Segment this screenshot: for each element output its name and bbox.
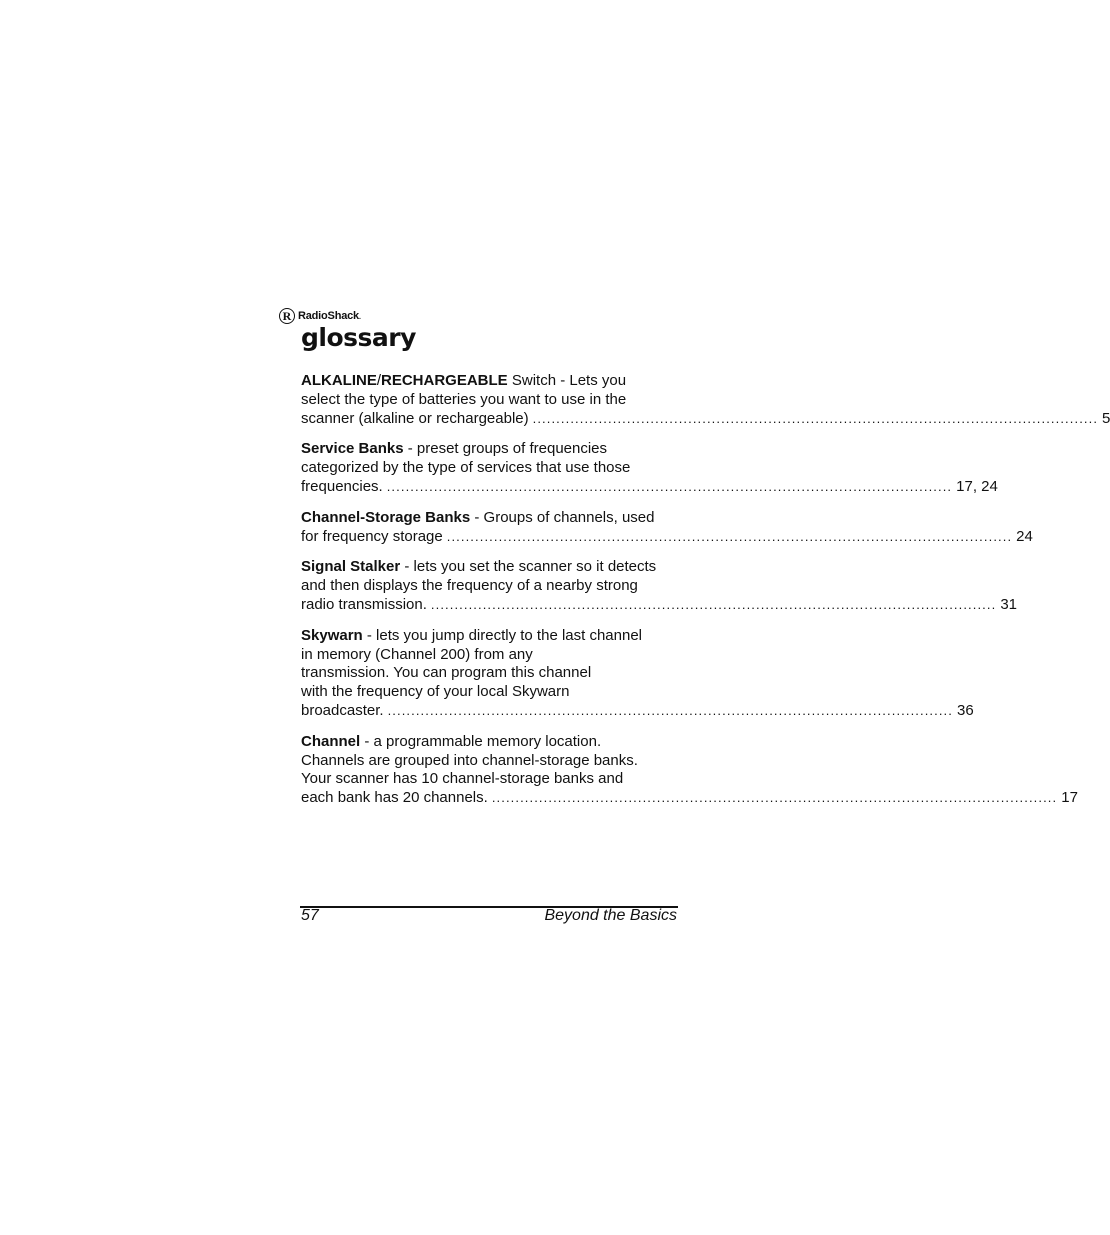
entry-last-line (301, 789, 1078, 808)
entry-term: Channel (301, 732, 361, 750)
entry-last-line (301, 527, 1033, 547)
entry-term: Signal Stalker (301, 558, 401, 576)
entry-page-reference: 17 (1061, 789, 1078, 807)
entry-definition-line: in memory (Channel 200) from any (301, 645, 533, 663)
dot-leader: ........................................................................................................................ (386, 478, 953, 494)
glossary-entry (301, 626, 974, 721)
entry-term: Channel-Storage Banks (301, 508, 471, 526)
entry-first-line (301, 627, 677, 646)
dot-leader: ........................................................................................................................ (491, 790, 1058, 806)
entry-last-line (301, 409, 1110, 429)
glossary-entry (301, 558, 1017, 614)
entry-page-reference: 31 (1000, 595, 1017, 613)
page-title: glossary (301, 323, 416, 352)
brand-name (298, 310, 361, 322)
entry-term: Skywarn (301, 626, 363, 644)
entry-definition-line: select the type of batteries you want to use in the (301, 390, 627, 408)
dot-leader: ........................................................................................................................ (446, 528, 1013, 544)
entry-first-line (301, 372, 677, 391)
entry-last-line (301, 595, 1017, 615)
glossary-entry (301, 440, 998, 496)
entry-definition-start: - lets you set the scanner so it detects (400, 558, 657, 576)
dot-leader: ........................................................................................................................ (387, 702, 953, 718)
section-name: Beyond the Basics (544, 907, 677, 924)
entry-definition-line: with the frequency of your local Skywarn (301, 683, 570, 701)
entry-definition-end: scanner (alkaline or rechargeable) (301, 409, 529, 427)
page-footer (301, 906, 677, 926)
entry-page-reference: 17, 24 (956, 477, 998, 495)
entry-page-reference: 5 (1102, 409, 1110, 427)
entry-first-line (301, 440, 677, 459)
entry-definition-start: - lets you jump directly to the last channel (362, 626, 643, 644)
entry-definition-line: and then displays the frequency of a nearby strong (301, 577, 638, 595)
entry-page-reference: 36 (956, 701, 974, 719)
glossary-entry (301, 508, 1033, 547)
entry-definition-end: broadcaster. (301, 701, 384, 719)
entry-definition-start: Switch - Lets you (507, 372, 627, 389)
entry-last-line (301, 701, 974, 721)
entry-definition-end: radio transmission. (301, 595, 427, 613)
entry-definition-end: frequencies. (301, 477, 383, 495)
entry-definition-start: - preset groups of frequencies (403, 440, 608, 458)
radioshack-logo-icon: R (279, 308, 295, 324)
entry-term: Service Banks (301, 440, 404, 458)
entry-definition-line: transmission. You can program this channel (301, 664, 592, 682)
entry-term-separator: / (376, 372, 381, 389)
entry-first-line (301, 733, 677, 752)
entry-definition-line: Your scanner has 10 channel-storage banks and (301, 770, 624, 788)
dot-leader: ........................................................................................................................ (532, 410, 1099, 426)
entry-page-reference: 24 (1016, 527, 1033, 545)
entry-definition-start: - Groups of channels, used (470, 508, 655, 526)
entry-term-secondary: RECHARGEABLE (381, 372, 508, 389)
glossary-entry (301, 372, 1110, 428)
entry-first-line (301, 509, 677, 528)
brand-name-text: RadioShack (298, 310, 359, 322)
entry-definition-end: each bank has 20 channels. (301, 789, 488, 807)
page-number: 57 (301, 907, 319, 924)
dot-leader: ........................................................................................................................ (430, 596, 997, 612)
entry-term: ALKALINE (301, 372, 377, 389)
brand-name-dot: . (358, 314, 361, 321)
entry-definition-line: categorized by the type of services that use those (301, 459, 631, 477)
glossary-list (301, 372, 1110, 820)
entry-first-line (301, 558, 677, 577)
entry-last-line (301, 477, 998, 497)
entry-definition-line: Channels are grouped into channel-storage banks. (301, 751, 638, 769)
entry-definition-start: - a programmable memory location. (360, 732, 602, 750)
entry-definition-end: for frequency storage (301, 527, 443, 545)
glossary-entry (301, 732, 1078, 808)
